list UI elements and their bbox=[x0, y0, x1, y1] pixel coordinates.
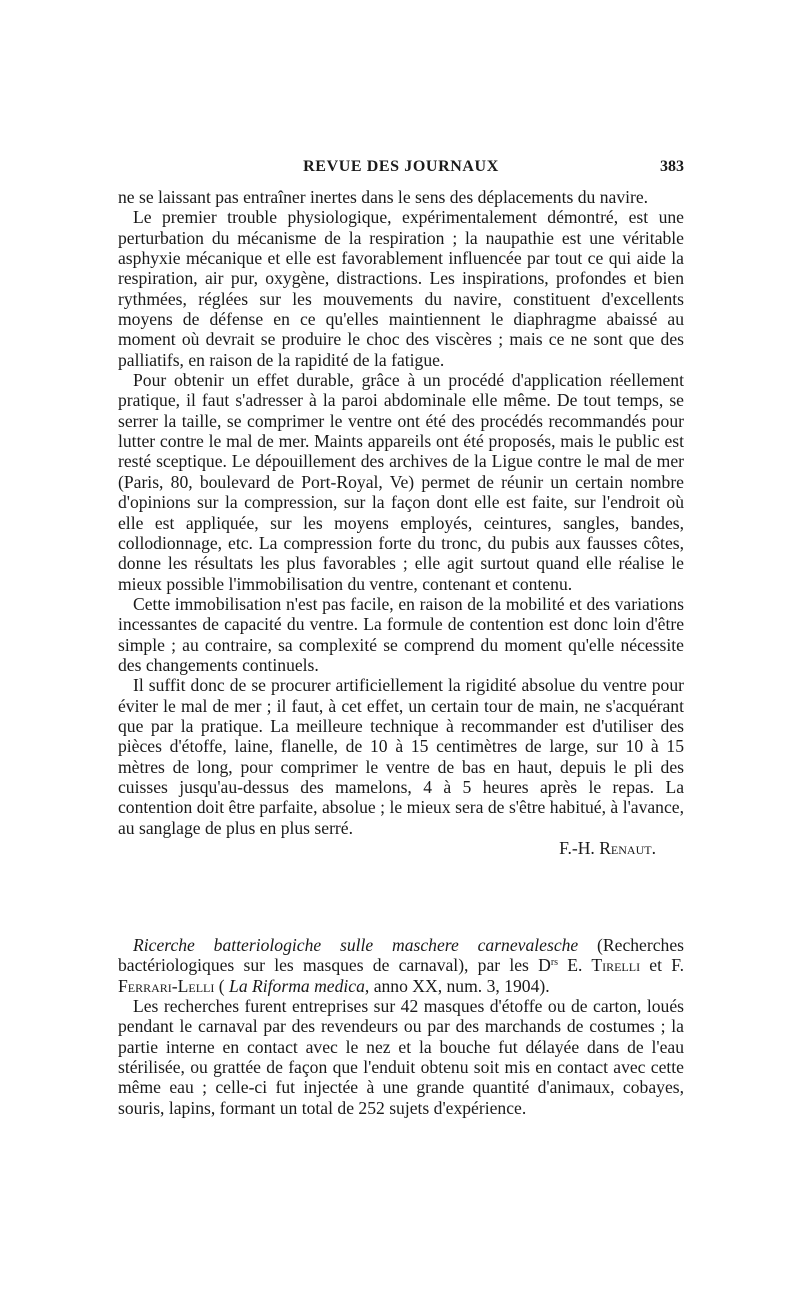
paragraph-2: Le premier trouble physiologique, expérimentalement démontré, est une perturbation du mécanisme de la respiration ; la naupathie est une véritable asphyxie mécanique et elle est favorablement influencée par tout ce qui aide la respiration, air pur, oxygène, distractions. Les inspirations, profondes et bien rythmées, réglées sur les mouvements du navire, constituent d'excellents moyens de défense en ce qu'elles maintiennent le diaphragme abaissé au moment où devrait se produire le choc des viscères ; mais ce ne sont que des palliatifs, en raison de la rapidité de la fatigue. bbox=[118, 207, 684, 370]
page-number: 383 bbox=[660, 158, 684, 175]
article-2-heading bbox=[118, 935, 684, 996]
author-tirelli: E. Tirelli bbox=[558, 955, 641, 976]
author-ferrari-lelli: Ferrari-Lelli bbox=[118, 975, 215, 996]
article-1-body bbox=[118, 187, 684, 872]
article-2-title-italian: Ricerche batteriologiche sulle maschere carnevalesche bbox=[133, 935, 579, 955]
doctors-abbrev-sup: rs bbox=[550, 957, 559, 969]
paragraph-3: Pour obtenir un effet durable, grâce à un procédé d'application réellement pratique, il faut s'adresser à la paroi abdominale elle même. De tout temps, se serrer la taille, se comprimer le ventre ont été des procédés recommandés pour lutter contre le mal de mer. Maints appareils ont été proposés, mais le public est resté sceptique. Le dépouillement des archives de la Ligue contre le mal de mer (Paris, 80, boulevard de Port-Royal, Ve) permet de réunir un certain nombre d'opinions sur la compression, sur la façon dont elle est faite, sur l'endroit où elle est appliquée, sur les moyens employés, ceintures, sangles, bandes, collodionnage, etc. La compression forte du tronc, du pubis aux fausses côtes, donne les résultats les plus favorables ; elle agit surtout quand elle réalise le mieux possible l'immobilisation du ventre, contenant et contenu. bbox=[118, 370, 684, 594]
article-2-body bbox=[118, 935, 684, 1118]
conjunction-et: et F. bbox=[640, 955, 684, 976]
running-header bbox=[118, 158, 684, 182]
signature-line bbox=[118, 838, 684, 858]
paragraph-4: Cette immobilisation n'est pas facile, en raison de la mobilité et des variations incessantes de capacité du ventre. La formule de contention est donc loin d'être simple ; au contraire, sa complexité se comprend du moment qu'elle nécessite des changements continuels. bbox=[118, 593, 684, 675]
journal-open-paren: ( bbox=[214, 975, 230, 996]
article-2-title-french: (Recherches bactériologiques sur les masques de carnaval), par les D bbox=[118, 935, 684, 976]
journal-reference: , anno XX, num. 3, 1904). bbox=[364, 975, 550, 996]
journal-section-title: REVUE DES JOURNAUX bbox=[303, 158, 499, 175]
article-2-paragraph-1: Les recherches furent entreprises sur 42 masques d'étoffe ou de carton, loués pendant le carnaval par des revendeurs ou par des marchands de costumes ; la partie interne en contact avec le nez et la bouche fut délayée dans de l'eau stérilisée, ou grattée de façon que l'enduit obtenu soit mis en contact avec cette même eau ; celle-ci fut injectée à une grande quantité d'animaux, cobayes, souris, lapins, formant un total de 252 sujets d'expérience. bbox=[118, 996, 684, 1118]
journal-name: La Riforma medica bbox=[229, 975, 365, 996]
paragraph-5: Il suffit donc de se procurer artificiellement la rigidité absolue du ventre pour éviter le mal de mer ; il faut, à cet effet, un certain tour de main, ne s'acquérant que par la pratique. La meilleure technique à recommander est d'utiliser des pièces d'étoffe, laine, flanelle, de 10 à 15 centimètres de large, sur 10 à 15 mètres de long, pour comprimer le ventre de bas en haut, depuis le pli des cuisses jusqu'au-dessus des mamelons, 4 à 5 heures après le repas. La contention doit être parfaite, absolue ; le mieux sera de s'être habitué, à l'avance, au sanglage de plus en plus serré. bbox=[118, 675, 684, 838]
author-signature: F.-H. Renaut. bbox=[559, 838, 656, 858]
paragraph-1: ne se laissant pas entraîner inertes dans le sens des déplacements du navire. bbox=[118, 187, 649, 207]
